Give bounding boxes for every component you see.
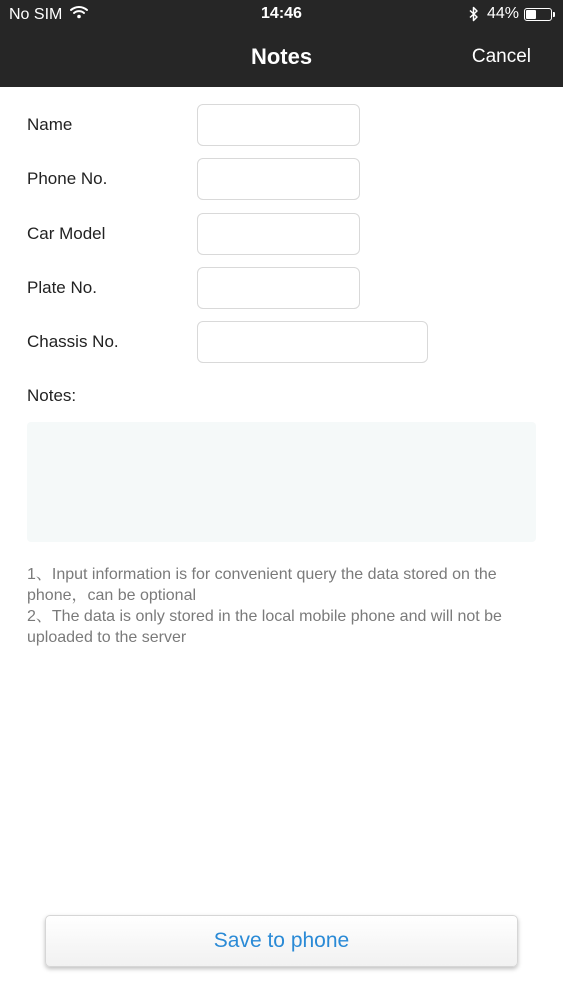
form-row-chassis bbox=[0, 321, 563, 363]
info-tips bbox=[27, 564, 537, 648]
car-model-input[interactable] bbox=[197, 213, 360, 255]
battery-tip bbox=[553, 12, 555, 17]
car-model-label: Car Model bbox=[27, 224, 106, 243]
battery-icon bbox=[524, 8, 552, 21]
notes-label: Notes: bbox=[27, 386, 77, 405]
tip-line-2: 2、The data is only stored in the local mobile phone and will not be uploaded to the server bbox=[27, 608, 502, 646]
battery-percent: 44% bbox=[486, 5, 519, 22]
battery-fill bbox=[526, 10, 536, 19]
phone-label: Phone No. bbox=[27, 169, 108, 188]
status-bar bbox=[0, 0, 563, 30]
app-header bbox=[0, 0, 563, 87]
cancel-button[interactable]: Cancel bbox=[471, 46, 531, 67]
bluetooth-icon bbox=[469, 6, 479, 22]
form-row-car-model bbox=[0, 213, 563, 255]
plate-input[interactable] bbox=[197, 267, 360, 309]
notes-textarea[interactable] bbox=[27, 422, 536, 542]
form-row-phone bbox=[0, 158, 563, 200]
save-to-phone-button[interactable]: Save to phone bbox=[45, 915, 518, 967]
chassis-input[interactable] bbox=[197, 321, 428, 363]
carrier-label: No SIM bbox=[9, 5, 63, 23]
name-label: Name bbox=[27, 115, 73, 134]
form-row-plate bbox=[0, 267, 563, 309]
plate-label: Plate No. bbox=[27, 278, 97, 297]
name-input[interactable] bbox=[197, 104, 360, 146]
page-title: Notes bbox=[250, 44, 313, 69]
status-right bbox=[469, 5, 555, 23]
form-row-name bbox=[0, 104, 563, 146]
status-time: 14:46 bbox=[261, 5, 302, 22]
phone-input[interactable] bbox=[197, 158, 360, 200]
chassis-label: Chassis No. bbox=[27, 332, 119, 351]
tip-line-1: 1、Input information is for convenient query the data stored on the phone，can be optional bbox=[27, 566, 497, 604]
